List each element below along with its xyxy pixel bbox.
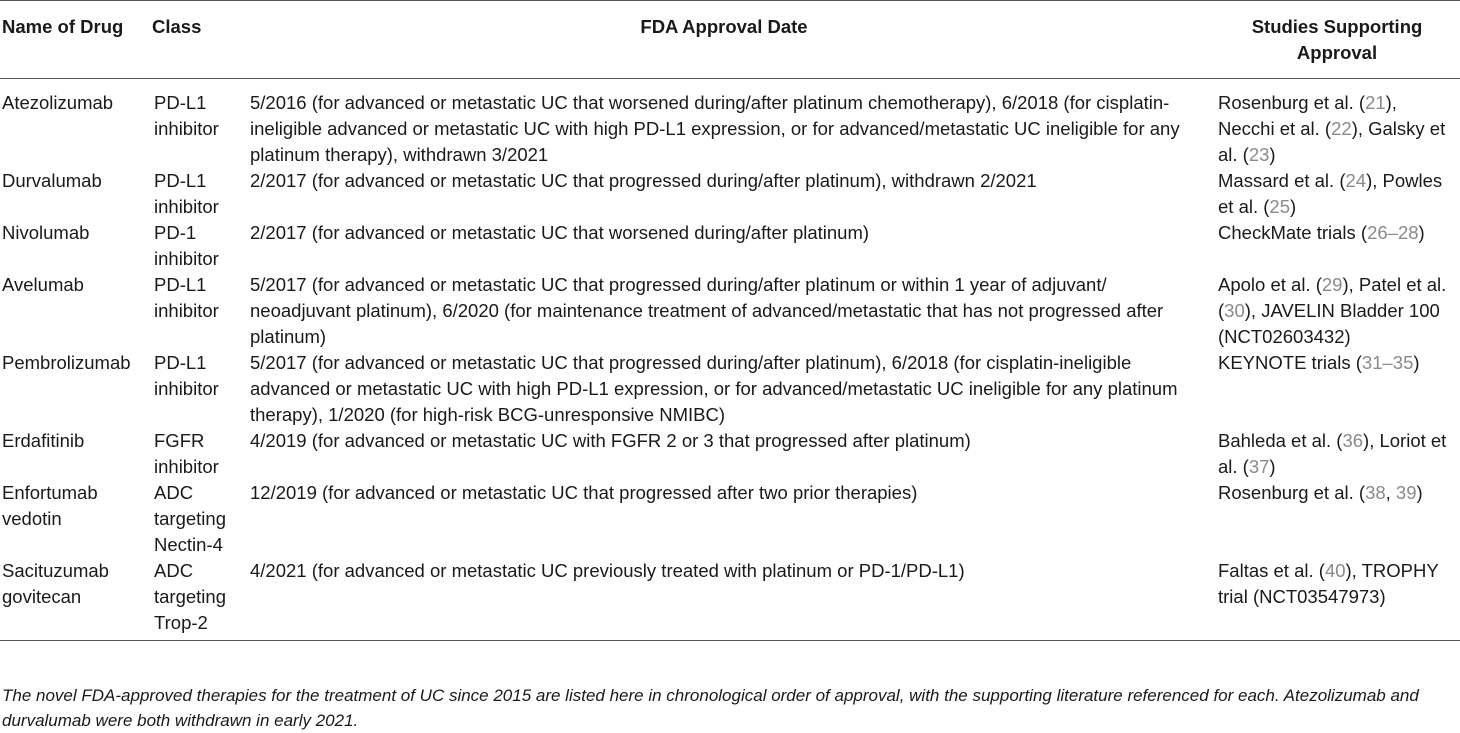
studies-text: )	[1290, 196, 1297, 217]
studies-text: KEYNOTE trials (	[1218, 352, 1362, 373]
cell-drug: Pembrolizumab	[2, 352, 131, 373]
cell-class: PD-L1 inhibitor	[154, 274, 219, 321]
table-footnote: The novel FDA-approved therapies for the treatment of UC since 2015 are listed here in chronological order of approval, with the supporting literature referenced for each. Atezolizumab and durvalumab were both withdrawn in early 2021.	[2, 686, 1419, 730]
header-class: Class	[152, 16, 202, 37]
studies-text: ), JAVELIN Bladder 100 (NCT02603432)	[1218, 300, 1440, 347]
studies-text: Rosenburg et al. (	[1218, 482, 1366, 503]
studies-text: Apolo et al. (	[1218, 274, 1322, 295]
reference-link[interactable]: 23	[1248, 144, 1270, 165]
studies-text: ), TROPHY trial (NCT03547973)	[1218, 560, 1439, 607]
cell-date: 5/2016 (for advanced or metastatic UC that worsened during/after platinum chemotherapy), 6/2018 (for cisplatin-ineligible advanced or metastatic UC with high PD-L1 expression, or for advanced/metastatic UC ineligible for any platinum therapy), withdrawn 3/2021	[250, 92, 1180, 165]
reference-link[interactable]: 25	[1269, 196, 1290, 217]
studies-text: )	[1413, 352, 1420, 373]
studies-text: CheckMate trials (	[1218, 222, 1368, 243]
cell-date: 4/2019 (for advanced or metastatic UC with FGFR 2 or 3 that progressed after platinum)	[250, 430, 971, 451]
table-header	[0, 1, 1460, 79]
table-row	[0, 168, 1460, 220]
studies-text: ), Powles et al. (	[1218, 170, 1443, 217]
cell-class: PD-L1 inhibitor	[154, 92, 219, 139]
table-row	[0, 480, 1460, 558]
table-row	[0, 272, 1460, 350]
table-row	[0, 558, 1460, 641]
cell-drug: Sacituzumab govitecan	[2, 560, 109, 607]
cell-studies	[1208, 428, 1460, 480]
cell-studies	[1208, 480, 1460, 558]
reference-link[interactable]: 26–28	[1367, 222, 1419, 243]
cell-drug: Enfortumab vedotin	[2, 482, 98, 529]
studies-text: ), Loriot et al. (	[1218, 430, 1447, 477]
studies-text: )	[1269, 144, 1276, 165]
studies-text: Rosenburg et al. (	[1218, 92, 1366, 113]
header-date: FDA Approval Date	[640, 16, 808, 37]
cell-studies	[1208, 79, 1460, 169]
cell-studies	[1208, 220, 1460, 272]
table-row	[0, 220, 1460, 272]
reference-link[interactable]: 38	[1365, 482, 1386, 503]
header-drug: Name of Drug	[2, 16, 124, 37]
reference-link[interactable]: 39	[1395, 482, 1417, 503]
cell-class: PD-L1 inhibitor	[154, 170, 219, 217]
cell-drug: Durvalumab	[2, 170, 102, 191]
studies-text: )	[1416, 482, 1423, 503]
cell-date: 5/2017 (for advanced or metastatic UC that progressed during/after platinum), 6/2018 (for cisplatin-ineligible advanced or metastatic UC with high PD-L1 expression, or for advanced/metastatic UC ineligible for any platinum therapy), 1/2020 (for high-risk BCG-unresponsive NMIBC)	[250, 352, 1178, 425]
header-studies: Studies Supporting Approval	[1251, 16, 1423, 63]
cell-class: ADC targeting Trop-2	[154, 560, 226, 633]
studies-text: Bahleda et al. (	[1218, 430, 1343, 451]
reference-link[interactable]: 30	[1224, 300, 1245, 321]
studies-text: )	[1269, 456, 1276, 477]
reference-link[interactable]: 29	[1321, 274, 1343, 295]
cell-drug: Nivolumab	[2, 222, 90, 243]
studies-text: Massard et al. (	[1218, 170, 1346, 191]
table-row	[0, 350, 1460, 428]
reference-link[interactable]: 22	[1331, 118, 1352, 139]
cell-studies	[1208, 350, 1460, 428]
cell-date: 2/2017 (for advanced or metastatic UC that progressed during/after platinum), withdrawn 2/2021	[250, 170, 1037, 191]
cell-class: ADC targeting Nectin-4	[154, 482, 226, 555]
reference-link[interactable]: 31–35	[1361, 352, 1414, 373]
table-row	[0, 79, 1460, 169]
reference-link[interactable]: 21	[1365, 92, 1386, 113]
reference-link[interactable]: 24	[1345, 170, 1367, 191]
cell-drug: Erdafitinib	[2, 430, 85, 451]
studies-text: ), Patel et al. (	[1218, 274, 1447, 321]
cell-class: PD-1 inhibitor	[154, 222, 219, 269]
studies-text: Faltas et al. (	[1218, 560, 1325, 581]
cell-date: 5/2017 (for advanced or metastatic UC that progressed during/after platinum or within 1 year of adjuvant/ neoadjuvant platinum), 6/2020 (for maintenance treatment of advanced/metastatic that has not progressed after platinum)	[250, 274, 1164, 347]
studies-text: ), Galsky et al. (	[1218, 118, 1446, 165]
cell-date: 4/2021 (for advanced or metastatic UC previously treated with platinum or PD-1/PD-L1)	[250, 560, 965, 581]
reference-link[interactable]: 40	[1324, 560, 1346, 581]
cell-drug: Avelumab	[2, 274, 84, 295]
table-body	[0, 79, 1460, 641]
cell-class: PD-L1 inhibitor	[154, 352, 219, 399]
studies-text: ,	[1385, 482, 1396, 503]
studies-text: )	[1418, 222, 1425, 243]
cell-studies	[1208, 272, 1460, 350]
cell-drug: Atezolizumab	[2, 92, 114, 113]
table-row	[0, 428, 1460, 480]
reference-link[interactable]: 37	[1248, 456, 1270, 477]
header-row	[0, 1, 1460, 79]
cell-date: 2/2017 (for advanced or metastatic UC that worsened during/after platinum)	[250, 222, 870, 243]
cell-date: 12/2019 (for advanced or metastatic UC that progressed after two prior therapies)	[250, 482, 918, 503]
reference-link[interactable]: 36	[1342, 430, 1364, 451]
cell-studies	[1208, 558, 1460, 641]
cell-studies	[1208, 168, 1460, 220]
cell-class: FGFR inhibitor	[154, 430, 219, 477]
studies-text: ), Necchi et al. (	[1218, 92, 1397, 139]
